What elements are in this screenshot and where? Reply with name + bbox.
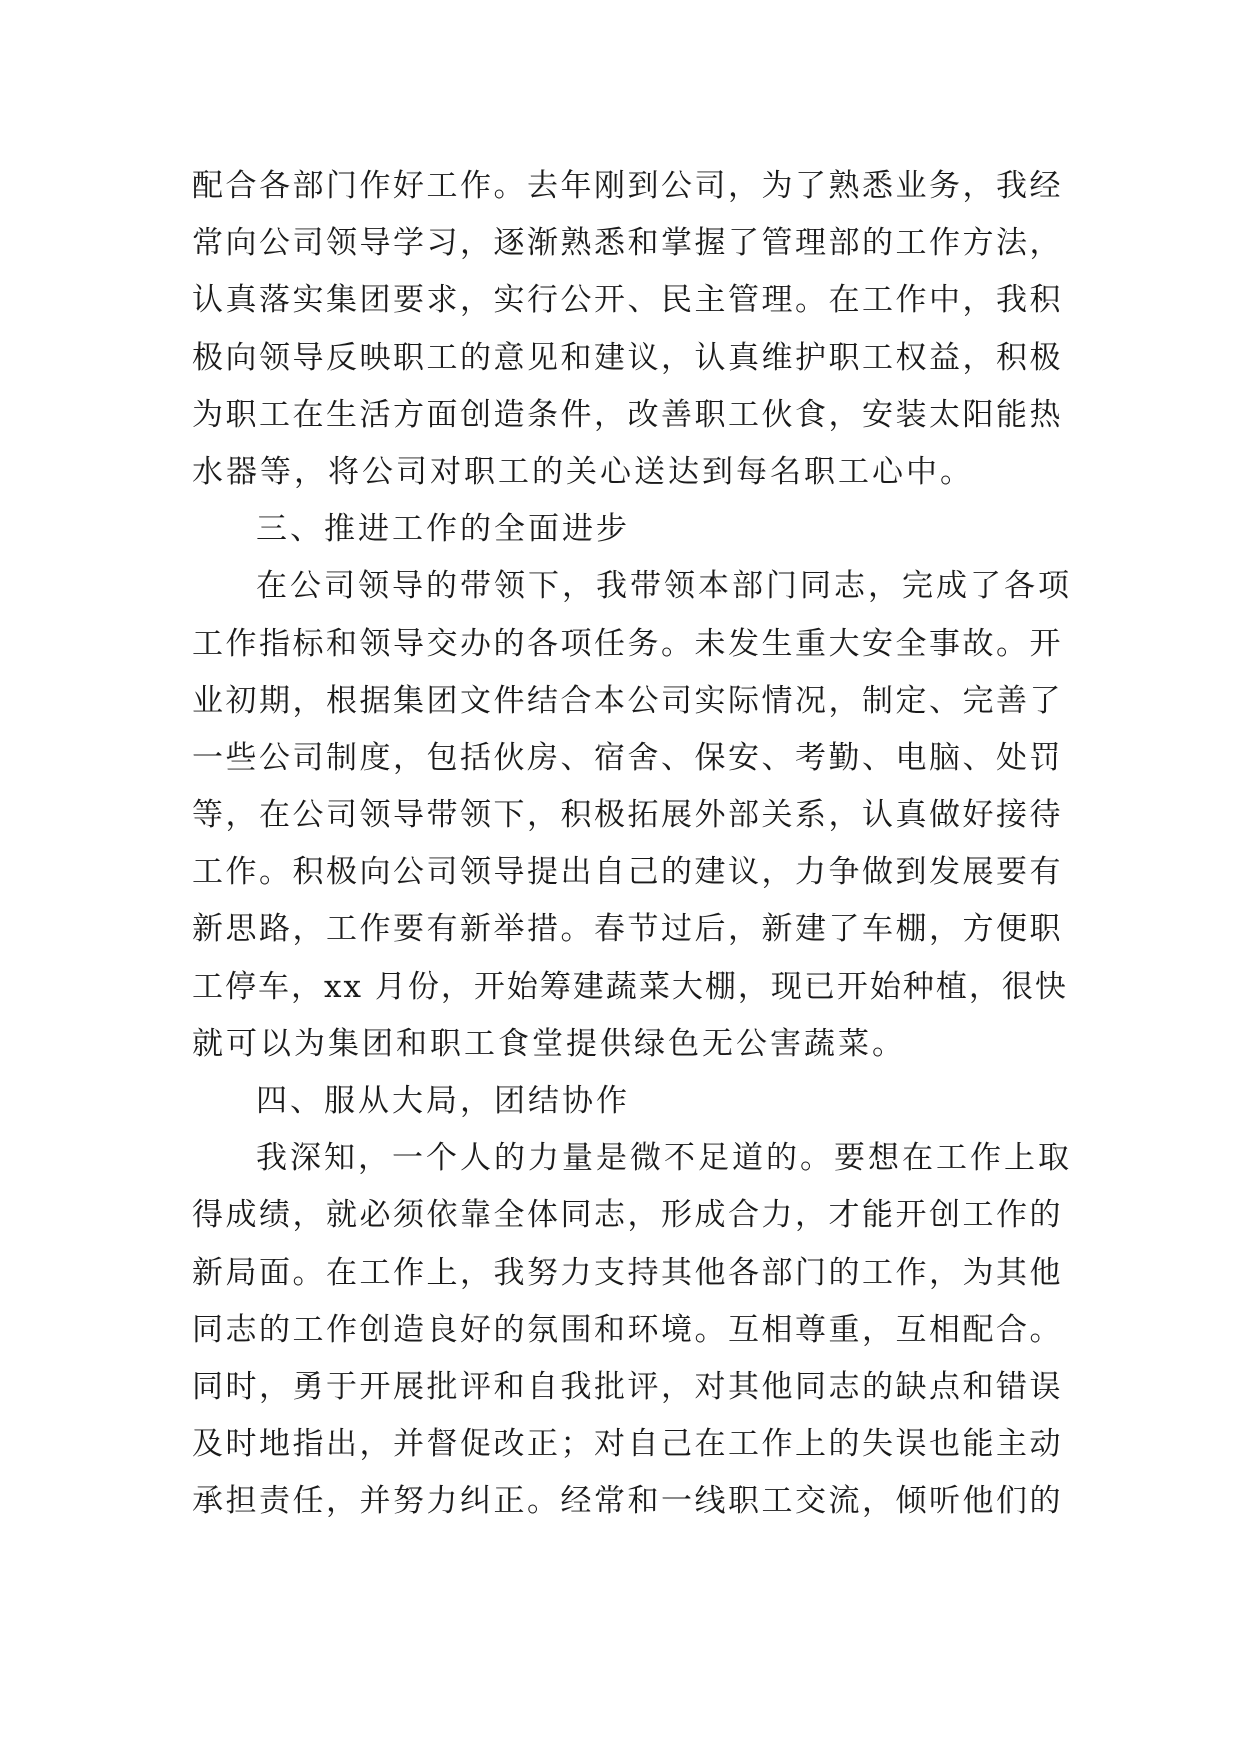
paragraph-line-indented: 在公司领导的带领下，我带领本部门同志，完成了各项 [256,568,1072,605]
paragraph-line: 及时地指出，并督促改正；对自己在工作上的失误也能主动 [192,1426,1063,1463]
paragraph-line: 同志的工作创造良好的氛围和环境。互相尊重，互相配合。 [192,1311,1063,1348]
paragraph-line: 等，在公司领导带领下，积极拓展外部关系，认真做好接待 [192,797,1063,834]
paragraph-line: 就可以为集团和职工食堂提供绿色无公害蔬菜。 [192,1025,906,1062]
paragraph-line: 配合各部门作好工作。去年刚到公司，为了熟悉业务，我经 [192,168,1063,204]
paragraph-line: 承担责任，并努力纠正。经常和一线职工交流，倾听他们的 [192,1483,1063,1520]
paragraph-line: 新局面。在工作上，我努力支持其他各部门的工作，为其他 [192,1254,1063,1291]
paragraph-line: 工作。积极向公司领导提出自己的建议，力争做到发展要有 [192,854,1063,891]
paragraph-line: 为职工在生活方面创造条件，改善职工伙食，安装太阳能热 [192,396,1063,433]
paragraph-line: 业初期，根据集团文件结合本公司实际情况，制定、完善了 [192,682,1063,719]
paragraph-line: 一些公司制度，包括伙房、宿舍、保安、考勤、电脑、处罚 [192,739,1063,776]
document-body [192,158,1072,1531]
paragraph-line-indented: 三、推进工作的全面进步 [256,511,630,548]
paragraph-line: 水器等，将公司对职工的关心送达到每名职工心中。 [192,453,974,490]
paragraph-line-indented: 四、服从大局，团结协作 [256,1083,630,1119]
paragraph-line: 工停车，xx 月份，开始筹建蔬菜大棚，现已开始种植，很快 [192,968,1068,1005]
paragraph-line: 工作指标和领导交办的各项任务。未发生重大安全事故。开 [192,625,1063,662]
paragraph-line: 认真落实集团要求，实行公开、民主管理。在工作中，我积 [192,282,1063,319]
paragraph-line: 新思路，工作要有新举措。春节过后，新建了车棚，方便职 [192,911,1063,948]
paragraph-line: 同时，勇于开展批评和自我批评，对其他同志的缺点和错误 [192,1368,1063,1405]
paragraph-line-indented: 我深知，一个人的力量是微不足道的。要想在工作上取 [256,1140,1072,1177]
paragraph-line: 常向公司领导学习，逐渐熟悉和掌握了管理部的工作方法， [192,225,1063,262]
paragraph-line: 得成绩，就必须依靠全体同志，形成合力，才能开创工作的 [192,1197,1063,1234]
paragraph-line: 极向领导反映职工的意见和建议，认真维护职工权益，积极 [192,339,1063,376]
